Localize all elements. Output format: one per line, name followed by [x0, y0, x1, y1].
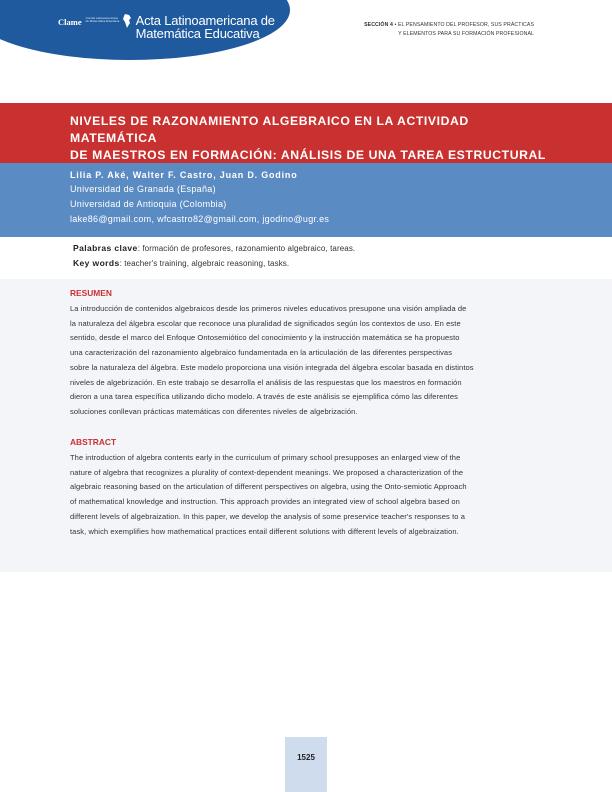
americas-map-icon — [122, 14, 132, 28]
abstract-line: task, which exemplifies how mathematical practices entail different solutions with different levels of algebraization. — [70, 526, 459, 536]
resumen-line: dieron a una tarea específica utilizando dicho modelo. A través de este análisis se ejemplifica cómo las diferentes — [70, 392, 458, 402]
title-band — [0, 103, 612, 163]
resumen-line: La introducción de contenidos algebraicos desde los primeros niveles educativos presupone una visión ampliada de — [70, 304, 467, 313]
abstract-box — [0, 279, 612, 572]
journal-title-line1: Acta Latinoamericana de — [135, 13, 275, 28]
abstract-line: different levels of algebraization. In this paper, we develop the analysis of some preservice teacher's responses to a — [70, 511, 465, 521]
affiliation-granada: Universidad de Granada (España) — [70, 184, 216, 194]
abstract-line: of mathematical knowledge and instruction. This approach provides an integrated view of school algebra based on — [70, 497, 460, 507]
keywords-es-label: Palabras clave — [73, 243, 138, 253]
author-band — [0, 163, 612, 237]
paper-title-line2: DE MAESTROS EN FORMACIÓN: ANÁLISIS DE UNA TAREA ESTRUCTURAL — [70, 148, 546, 162]
abstract-line: The introduction of algebra contents early in the curriculum of primary school presupposes an enlarged view of the — [70, 453, 461, 462]
resumen-body — [70, 302, 548, 420]
keywords-es — [73, 243, 355, 253]
abstract-body — [70, 451, 548, 539]
abstract-line: nature of algebra that recognizes a plurality of context-dependent meanings. We proposed a characterization of the — [70, 467, 464, 477]
resumen-line: sentido, desde el marco del Enfoque Ontosemiótico del conocimiento y la instrucción matemática se ha propuesto — [70, 333, 460, 343]
clame-logo-text: Clame — [58, 17, 82, 27]
resumen-line: soluciones conllevan prácticas matemáticas con diferentes niveles de algebrización. — [70, 406, 358, 416]
resumen-heading: RESUMEN — [70, 288, 112, 298]
keywords-es-text: : formación de profesores, razonamiento algebraico, tareas. — [137, 244, 356, 253]
journal-title — [136, 14, 275, 40]
abstract-line: algebraic reasoning based on the articulation of different perspectives on algebra, using the Onto-semiotic Approach — [70, 482, 467, 492]
paper-title — [70, 113, 550, 164]
page-number: 1525 — [285, 737, 327, 792]
section-label: SECCIÓN 4 — [364, 22, 393, 28]
resumen-line: la naturaleza del álgebra escolar que reconoce una pluralidad de significados según los contextos de uso. En este — [70, 318, 461, 328]
journal-logo — [58, 14, 275, 40]
section-tag — [364, 21, 534, 39]
affiliation-antioquia: Universidad de Antioquia (Colombia) — [70, 199, 227, 209]
resumen-line: una caracterización del razonamiento algebraico fundamentada en la articulación de las diferentes perspectivas — [70, 348, 453, 358]
keywords-en-label: Key words — [73, 258, 120, 268]
journal-title-line2: Matemática Educativa — [135, 26, 260, 41]
author-emails: lake86@gmail.com, wfcastro82@gmail.com, jgodino@ugr.es — [70, 214, 330, 224]
section-line2: Y ELEMENTOS PARA SU FORMACIÓN PROFESIONAL — [398, 31, 534, 37]
author-names: Lilia P. Aké, Walter F. Castro, Juan D. Godino — [70, 170, 298, 180]
section-line1: EL PENSAMIENTO DEL PROFESOR, SUS PRÁCTICAS — [397, 22, 534, 28]
keywords-en-text: : teacher's training, algebraic reasoning, tasks. — [119, 259, 290, 268]
clame-logo-subtext: Comité Latinoamericano de Matemática Educativa — [85, 16, 120, 24]
paper-title-line1: NIVELES DE RAZONAMIENTO ALGEBRAICO EN LA ACTIVIDAD MATEMÁTICA — [70, 114, 469, 145]
abstract-heading: ABSTRACT — [70, 437, 117, 447]
keywords-en — [73, 258, 289, 268]
resumen-line: sobre la naturaleza del álgebra. Este modelo proporciona una visión integrada del álgebra escolar basada en distintos — [70, 362, 474, 372]
resumen-line: niveles de algebrización. En este trabajo se desarrolla el análisis de las respuestas que los maestros en formación — [70, 377, 462, 387]
section-bullet: • — [394, 22, 397, 28]
